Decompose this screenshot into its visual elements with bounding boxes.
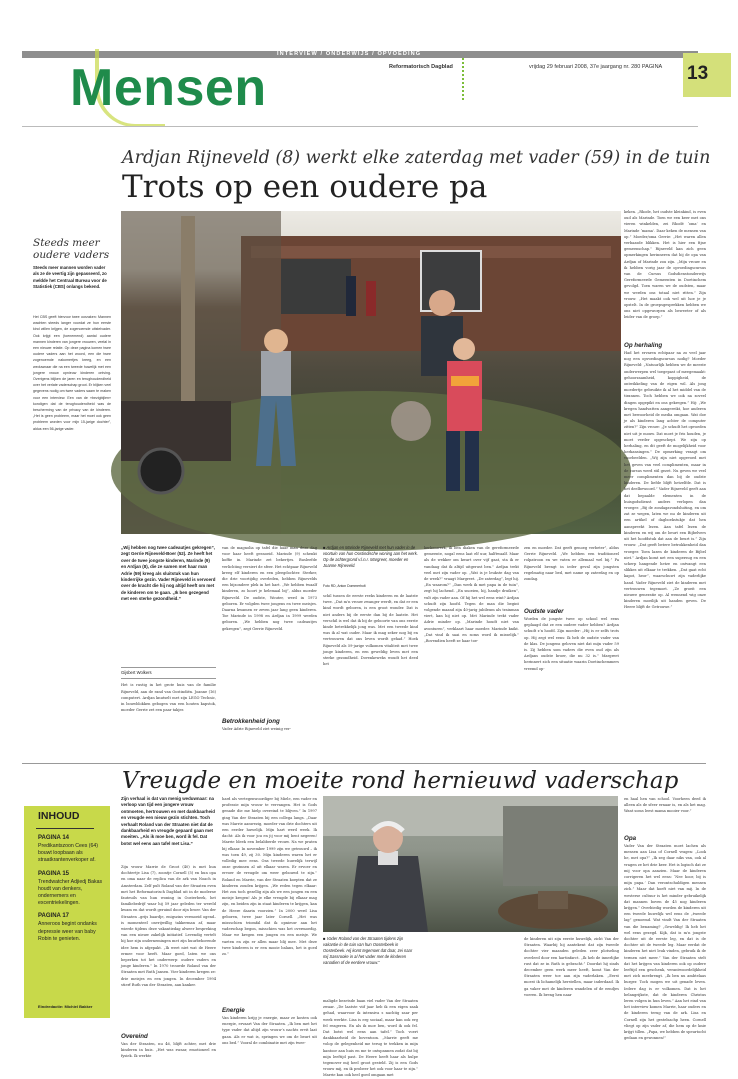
article1-col1 [121, 545, 216, 755]
sidebar-lead: Steeds meer mannen worden vader als ze de veertig zijn gepasseerd, zo meldde het Centraal Bureau voor de Statistiek (CBS) onlangs bekend. [33, 265, 107, 290]
photo-illustration [323, 796, 618, 932]
photo-roland-garden [323, 796, 618, 932]
article1-headline: Trots op een oudere pa [122, 169, 488, 205]
article1-right-body2: Had het ervaren echtpaar na zo veel jaar nog een opvoedingscursus nodig? Moeder Rijneveld: „Natuurlijk hebben we de meeste onderwerpen wel toegepast of meegemaakt: gehoorzaamheid, koppigheid, de ontwikkeling van de eigen wil. Als jong moedertje gebruikte ik al het middel van de tirannen. Toch hebben we ook na zoveel dingen opgepikt en ons gekregen.” Hij: „We kregen handvatten aangereikt, hoe anderen met bewoorheid de media omgaan. Wat doe je als kinderen lang achter de computer zitten?” Zijn vrouw: „Je schudt het opvoeden niet uit je mouw. Dat moet je fris houden, je moet verder opgeschept. We zijn op herhaling, en dit geeft de mogelijkheid voor herkansingen.” De opmerking vraagt om voorbeelden. „Wij zijn niet opgevoed met het geven van veel complimenten, maar in de cursus werd stil gezet. Nu geven we veel meer complimenten dan bij de oudste kinderen. De liefde blijft hetzelfde. Dat is het deelbewoord.” Vader Rijneveld geeft aan dat bepaalde elementen in de huisgodsdienst anders verlopen dan vroeger. „Bij de zondagavondsluiting, en om zat ze wegen, laten we nu de kinderen uit een artikel of dagboekstukje dat hen aanspreekt lezen. Aan tafel lezen de kinderen en wij om de beurt een Bijbelvers uit het hoofdstuk dat aan de beurt is.” Zijn vrouw: „Dat geeft betere betrokkenheid dan vroeger. Toen lazen de kinderen de Bijbel niet.” Ardjan komt net een supersug en een scherp hangende hetze en ontvangt een slikkes uit elkaar te trekken. „Dat gaat echt kapot, heor”, waarschuwt zijn vaderlijke hand. Vader Rijneveld ziet de kinderen met vertrouwen tegemoet. „Ze groeit een nieuwe generatie op. Al wennend wig onze kinderen moeilijk uit handen geven. De Heere blijft de Getrouwe.” [624, 351, 706, 610]
article2-col2 [222, 796, 317, 1062]
article2-col1-subhead: Overeind [121, 1033, 148, 1040]
inhoud-box [24, 806, 110, 1018]
article1-col4 [424, 545, 519, 755]
inhoud-title: INHOUD [38, 810, 80, 822]
article2-col4-body: de kinderen uit zijn eerste huwelijk, zicht Van der Straaten. Waarbij hij aantekent dat zijn tweede dochter vier maanden geleden zeer plotseling overleed door een hartinfarct. „Ik heb de innerlijke rust dat ze in Ruth is gebracht.” Doordat hij sinds december geen werk meer heeft, komt Van der Straaten weer toe aan zijn vaderlaken. „Eerst moest ik lichamelijk herstellen, maar inderdaad. Ik ga vaker met de kinderen wandelen of de eendjes voeren. Ik breng hen naar [524, 937, 619, 997]
article2-right-column [624, 796, 706, 1062]
dateline: vrijdag 29 februari 2008, 37e jaargang nr. 280 PAGINA [529, 64, 663, 70]
article2-col1 [121, 796, 216, 1062]
article2-col3 [323, 998, 418, 1078]
article1-col3-body: schil tussen de eerste reeks kinderen en de laatste twee. „Dat m’n vrouw zwanger werdt, en dat er een kind wordt geboren, is een groot wonder. Dat is niet anders bij de eerste dan bij de laatste. Het verschil is wel dat ik bij de geboorte van ons eerste kinde betrekkelijk jong was. Met een tweede kind was ik al wat ouder. Maar ik mag zeker nog bij en vertrouwen dat ons leven wordt gehad.” Hoek Rijneveld als 59-jarige volkomen vitaliteit met twee jonge kinderen, en een geweldig leven met een sterke gezondheid. Dovenkeweks woudt het deed het [323, 594, 418, 667]
article2-col1-body: Zijn vrouw Marrie de Groot (40) is met hun dochtertje Lisa (7), zoontje Cornell (5) en hun opa en oma naar de replica van de ark van Noach in Amsterdam. Zelf pult Roland van der Straaten even met het Reformatorisch Dagblad uit in de moderne fauteuils van hun woning in Oosterbeek, het familiebedrijf waar hij 59 jaar geleden ter wereld kwam en dat wordt geruind door zijn broer. Van der Straaten –grijs baardje, enigszins vermoeid ogend– is momenteel onvrijwillig takkerman af, maar wierde tijdens deze vakantiedag alweer bespreking van een nieuw zakelijk initiatief. Levendig vertelt hij hoe zijn ondernemingen met zijn huurbehorende idee hem is afgepakt. „Ik weet niet wat de Heere ermee voor heeft. Maar goed, laten we ons beperken tot het onderwerp: oudere vaders en jonge kinderen.” In 1970 trouwde Roland van der Straaten met Ruth Jansen. Vier kinderen kregen ze: drie meisjes en een jongen. In december 1994 stierf Ruth van der Straaten, aan kanker. [121, 865, 216, 987]
article1-col5-body: zen en moeder. Dat geeft genoeg verbeter”, aldus Gerrie Rijneveld. „We hebben een traditioneel rolpatroon en we vaten er allemaal wel bij.” Pa Rijneveld brengt in ieder geval zijn jongsten regelmatig naar bed, met name op zaterdag en op zondag. [524, 546, 619, 582]
photo-family-garden [121, 211, 621, 534]
page-number: 13 [687, 63, 709, 84]
byline-rule [121, 667, 216, 668]
article1-col5 [524, 545, 619, 755]
article1-col2 [222, 545, 317, 755]
inhoud-item-page: PAGINA 17 [38, 913, 70, 920]
sidebar-body: Het CBS geeft hiervoor twee oorzaken: Mannen wachten steeds langer voordat ze hun eerste kind willen krijgen, de zogenoemde uitstelvader. Ook krijgt een (toenemend) aantal oudere mannen kinderen van jongere vrouwen, veelal in een nieuwe relatie. Op deze pagina komen twee oudere vaders aan het woord, een die twee zogenoemde nakomertjes kreeg, en een weduwnaar die na een tweede huwelijk met een jongere vrouw opnieuw kinderen ontving. Overigens blijken de jaren en terughoudendheid over het verlate vaderschap groot. Er blijken veel gegevens nodig om twee vaders saam te maken voor een interview. Een van de »bezigbijlen« kondigen dat de terughoudendheid was de bescherming van de privacy van de kinderen. „Het is geen probleem, maar het moet ook geen probleem worden voor mijn 15-jarige dochter”, aldus een 56-jarige vader. [33, 315, 111, 431]
article2-right-body2: Vader Van der Straaten moet lachen als mensen aan Lisa of Cornell vragen: „Look he, met opa?” „Ik zeg daar niks van, ook al vragen ze het drie keer. Het is logisch dat ze mij voor opa aanzien. Maar de kinderen corrigeren het wel eens: ‘Nee hoor, bij is mijn papa.’ Dan verontschuldigen mensen zich.” Maar dat hoeft niet van mij. In de westerse cultuur is het minder gebruikelijk dat mannen boven de 45 nog kinderen krijgen.” Overbiedig worden de kinderen uit een tweede huwelijk wel eens de „tweede lag” genoemd. Wat vindt Van der Straaten van die benaming? „Geweldig! Ik heb het wel eens gezegd. Kijk, dat is m’n jongste dochter uit de eerste leg, en dat is de dochter uit de tweede leg. Maar eerdat de kinderen het niet leuk vinden, gebruik ik de termen niet meer.” Van der Straaten stelt dat het krijgen van kinderen ook op oudere leeftijd een geschenk, verantwoordelijkheid met zich meebrengt. „Ik ben nu ambtelaas burger. Toch mogen we uit genade leven. Iedere dag is er volkomen. Dat is het belangrijkste, dat de kinderen Christus leren volgen in hun leven.” Aan het eind van het interview komen Marrie, haar ouders en de kinderen terug van de ark. Lisa en Cornell zijn het gestelsachp heen. Cornell vliegt op zijn vader af, die hem op de knie krijgt tillen. „Papa, we hebben de speurtocht gedaan en gewonnen!” [624, 844, 706, 1041]
article2-col1-body2: Van der Straaten, nu 46, blijft achter, met drie kinderen in huis. „Het was zwaar, emotioneel en fysiek. Ik werkte [121, 1042, 216, 1059]
article2-col4-wrap [424, 936, 519, 1062]
inhoud-item-text: Trendwatcher Adjiedj Bakas houdt van denkers, ondernemers en excentriekelingen. [38, 878, 103, 907]
inhoud-credit: Eindredactie: Michiel Bakker [38, 1004, 93, 1009]
article1-photo-caption: ■ Ardjan en Marinde Rijneveld met hun vader in de voortuin van hun Oostindische woning aan het werk. Op de achtergrond v.l.n.r. Margreet, moeder en Joanne Rijneveld. [323, 545, 418, 568]
article1-kicker: Ardjan Rijneveld (8) werkt elke zaterdag met vader (59) in de tuin [122, 148, 711, 168]
article1-col2-body: van de magnolia op tafel die haar man deze dag voor haar heeft gesnoeid. Marinde (9) schenkt koffie in. Marinde zet bekertjes. Busleefde verlichting versiert de sfeer. Het echtpaar Rijneveld kreeg elf kinderen en een pleegdochter. Sterker, die drie voortijdig overleden, hebben Rijnevelds een bijzondere plek in het hart. „We hebben twaalf kinderen, zo hoort je helemaal bij”, aldus moeder Rijneveld. De oudste, Wouter, werd in 1973 geboren. Er volgden twee jongens en twee meisjes. Daarna kwamen er zeven jaar lang geen kinderen. Toe Marinde in 1998 en Ardjan in 1999 werden geboren. „We hebben nog twee cadeautjes gekregen”, zegt Gerrie Rijneveld. [222, 546, 317, 631]
article1-col3 [323, 545, 418, 755]
header [0, 0, 738, 128]
article1-col5-subhead: Oudste vader [524, 608, 564, 615]
article2-lead: Zijn verhaal is dat van menig weduwnaar: na verloop van tijd een jongere vrouw ontmoeten, hertrouwen en met dankbaarheid en vreugde een nieuw gezin stichten. Toch verhaalt Roland van der Straaten niet dat de dankbaarheid en vreugde gepaard gaan met moeiten. „Als ik moe ben, word ik fel. Dat botst wel eens aan tafel met Lisa.” [121, 796, 215, 846]
inhoud-item[interactable] [38, 912, 106, 943]
photo-illustration [121, 211, 621, 534]
article2-col4 [524, 936, 619, 1062]
inhoud-item-page: PAGINA 15 [38, 870, 70, 877]
article1-col4-body: kerkenwerk, ik ben diaken van de gereformeerde gemeente, nogal eens laat elf uur, halftwaalf. Maar als de wekker om kwart over vijf gaat, sta ik er vandaag dat ik altijd uitgerust ben.” Ardjan trekt veel met zijn vader op. „Wat is je leukste dag van de week?” vraagt Margreet. „De zaterdag”, legt hij. „En waarom?” „Dan werk ik met papa in de tuin”, zegt hij lachend. „En snoeien, hij, handje druiken”, vult zijn vader aan. Of hij het wel eens wint? Ardjan schudt zijn hoofd. Tegen de man die begint volgende maand zijn 40-jarig jubileum als trainman viert, kan hij niet op. Met Marinde trekt vader Adrie minder op. „Marinde houdt niet van avonturen”, verklaart haar moeder. Marinde knikt. „Dat vind ik saai en soms word ik misselijk.” „Bovendien heeft ze haar toe- [424, 546, 519, 644]
article1-right-column [624, 209, 706, 755]
article1-byline: Gijsbert Wolkers [121, 670, 152, 675]
article2-caption-block [323, 936, 418, 996]
byline-rule-bottom [121, 678, 216, 679]
article1-lead: „Wij hebben nog twee cadeautjes gekregen”, zegt Gerrie Rijneveld-Boer (52). Ze heeft het over de twee jongste kinderen, Marinde (9) en Ardjan (8), die ze samen met haar man Adrie (59) kreeg als sluitstuk van hun kinderrijke gezin. Vader Rijneveld is vervoerd over de kracht die hij nog altijd heeft om met de kinderen om te gaan. „Ik ben gezegend met een sterke gezondheid.” [121, 545, 216, 602]
newspaper-name: Reformatorisch Dagblad [389, 64, 453, 70]
article1-photo-credit: Foto RD, Anton Dommerholt [323, 584, 366, 588]
sidebar-title: Steeds meer oudere vaders [33, 237, 110, 261]
article-divider [22, 763, 706, 764]
article2-col2-subhead: Energie [222, 1007, 245, 1014]
article2-col3-body: maligde bezetsde baan viel vader Van der Straaten zwaar. „De laatste viif jaar heb ik een eigen zaak gehad, waarvoor ik intensiva s nachtig zaar per week werkte. Lisa is erg sociaal, maar kan ook erg fel reageren. En als ik moe ben, word ik ook fel. Dat botst wel eens aan tafel.” Toch voert dankbaarheid de boventoon. „Marrie geeft me volop de gelegenheid me terug te trekken in mijn kantoor aan huis en me te ontspannen zodat dat bij mijn leeftijd past. De Heere heeft haar als hulpe tegenover mij heel groot gesteld. Zij is een Gods vrouw mij, en ik probeer het ook voor haar te zijn.” Marrie kan ook heel goed omgaan met [323, 999, 418, 1078]
article1-right-subhead: Op herhaling [624, 342, 663, 349]
article2-photo-caption: ■ Vader Roland van der Straaten tijdens zijn vakantie in de tuin van hun Oosterbeek in Oosterbeek. Hij komt tegemoet dat daar, zei naar mij Sassrooke in al het vader met de kinderen vanadien of de eerdere vrouw.” [323, 936, 413, 965]
brand-swoosh-right [462, 58, 468, 100]
inhoud-item-text: Anneroos begint ondanks depressie weer van baby Robin te genieten. [38, 921, 97, 942]
article1-col5-body2: Worden de jongste twee op school wel eens geplaagd dat ze een oudere vader hebben? Ardjan schudt z’n hoofd. Zijn moeder: „Hij is er zelfs trots op. Hij zegt wel eens: Ik heb de oudste vader van de klas. De jongens geloven niet dat mijn vader 59 is. Zij hebben som vaders die even oud zijn als Ardjans oudste broer, die nu 32 is.” Margreet herinnert zich een situatie waarin Doetinchemmers vreemd op- [524, 617, 619, 671]
article1-right-body: keken. „Rhode, het oudste kleinkind, is even oud als Marinde. Toen we een keer met ons vieren winkelden, zei Rhodé ‘oma’ en Marinde ‘mama’. Daar keken de mensen van op.” Moeder/oma Gerrie: „Het waren allen verbaasde blikken. Het is hier een fijne gemeenschap.” Rijneveld kan zich geen opmerkingen herinneren dat hij de opa van Ardjan of Marinde zou zijn. „Mijn vrouw en ik hebben vorig jaar de opvoedingscursus van de Cursus Godsdienstonderwijs Gereformeerde Gemeenten in Doetinchem gevolgd. Toen waren we de oudsten, maar we werden ons totaal niet ritten.” Zijn vrouw: „Het maakt ook wel uit hoe je je opstelt. In de groepsgesprekken hebben we ons niet opgeworpen als beweeter of als leider van de groep.” [624, 210, 706, 320]
inhoud-item-page: PAGINA 14 [38, 835, 70, 841]
inhoud-title-rule [36, 828, 94, 829]
article1-col1-body: Het is rustig in het grote huis van de familie Rijneveld, aan de rand van Oostindiën. Joanne (16) computert. Ardjan knutselt met zijn LEGO Technic, in bouwblokken gebogen van een houten kapstok, moeder Gerrie zet een paar takjes [121, 683, 216, 713]
page-number-box [683, 53, 731, 97]
section-kicker: INTERVIEW / ONDERWIJS / OPVOEDING [277, 51, 422, 57]
article2-col2-body: hard als vertegenwoordiger bij Miele, een vader en professie mijn vrouw te vervangen. Het is Gods genade die me hielp overeind te blijven.” In 1997 ging Van der Straaten bij een collega langs. „Daar was Marrie aanwezig, moeder van drie dochters uit een eerder huwelijk. Mijn hart werd week. Ik dacht: Als ik voor jou en jij voor mij bent negeren! Marrie bleek een belabberde vrouw. Na we praten bij elkaar. In november 1999 zijn we getrouwd – ik was toen 49, zij 30. Mijn kinderen waren het er volledig mee eens. Ons tweede huwelijk terwijl onze gezinnen al uit elkaar waren. Er ervoer en ervoer de vreugde om weer gebouwd te zijn.” Roland en Marrie, van der Straaten koepten dat ze kinderen zouden krijgen. „We reden tegen elkaar: Het zou toch gezellig zijn als we een jongen en een meisje kregen! Als je elke vreugde bij elkaar mag zijn, en beiden zijn in staat kinderen te krijgen, kan de Heere daarin voorzien.” In 2000 werd Lisa geboren, twee jaar later Cornell. „Het was missschien triomfal dat ik opnieuw aan het vaderschap begon, misschien was het overmoedig. Maar we kregen een jongen en een meisje. We vaeten en zijn er allen maar blij mee. Met deze twee kinderen is er een mooie balans, het is goed zo.” [222, 797, 317, 957]
article1-col2-body2: Vader Adrie Rijneveld ziet weinig ver- [222, 727, 291, 731]
sidebar-oudere-vaders [33, 237, 111, 535]
article2-headline: Vreugde en moeite rond hernieuwd vaderschap [122, 768, 679, 794]
inhoud-item[interactable] [38, 834, 106, 865]
article2-col2-body2: Van kinderen krijg je energie, maar ze kosten ook energie, ervaart Van der Straaten. „Ik ben met het type vader dat altijd zijn vrouw’s nachts ervit laat gaan. Als er wat is, springen we om de beurt uit ons bed.” Vooral de combinatie met zijn twee- [222, 1016, 317, 1045]
inhoud-items [38, 834, 106, 948]
section-title: Mensen [70, 59, 267, 117]
article1-col2-subhead: Betrokkenheid jong [222, 718, 280, 725]
inhoud-item-text: Predikantszoon Cees (64) bouwt loopbaan als straatkrantenverkoper af. [38, 843, 98, 864]
inhoud-item[interactable] [38, 870, 106, 908]
header-rule [22, 126, 698, 127]
article2-right-subhead: Opa [624, 835, 637, 842]
article2-right-body: en haal hen van school. Voorheen deed ik alleen als de sfeer ernaar is, en als het mag. Want soms leest mama mooier voor.” [624, 797, 706, 814]
